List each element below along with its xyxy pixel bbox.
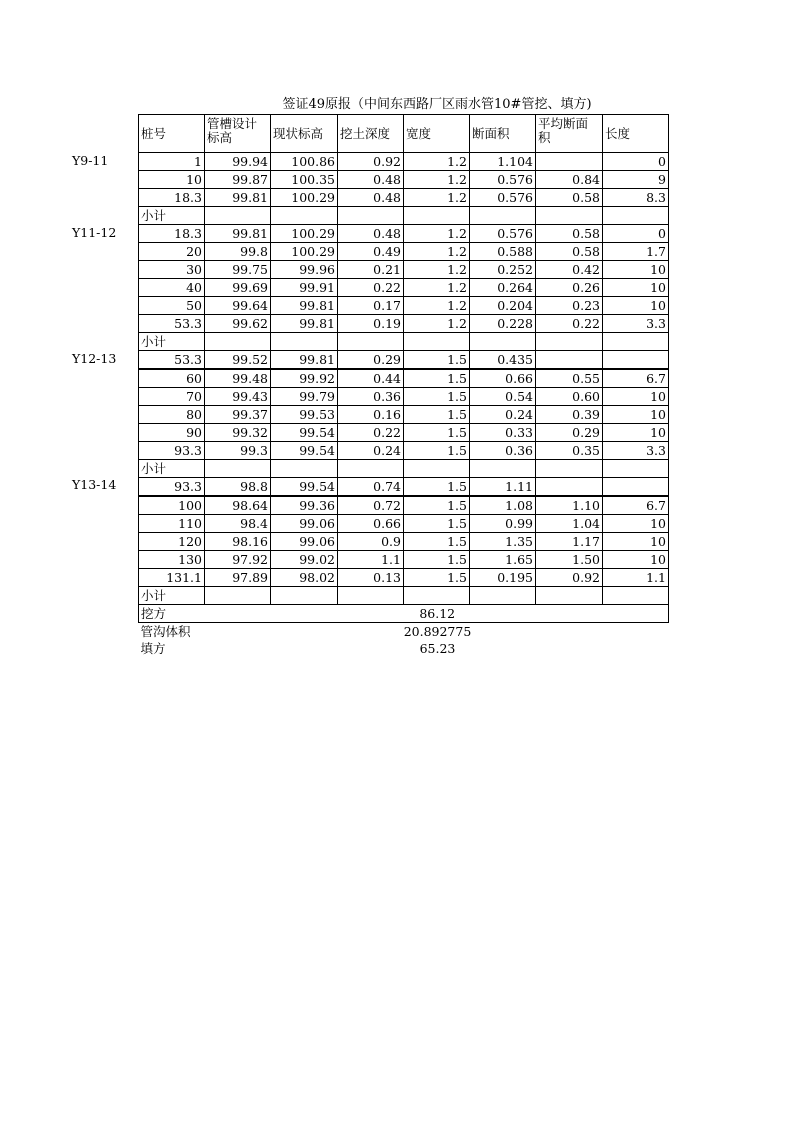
table-row xyxy=(139,243,669,261)
table-cell: 99.94 xyxy=(205,153,271,171)
table-cell: 0.22 xyxy=(338,279,404,297)
table-cell: 80 xyxy=(139,406,205,424)
table-cell: 0.36 xyxy=(470,442,536,460)
table-cell: 60 xyxy=(139,369,205,388)
table-cell: 98.64 xyxy=(205,496,271,515)
table-cell xyxy=(470,587,536,605)
table-cell: 0.16 xyxy=(338,406,404,424)
subtotal-row xyxy=(139,207,669,225)
table-cell: 6.7 xyxy=(603,369,669,388)
header-cell: 宽度 xyxy=(404,115,470,153)
table-cell: 97.92 xyxy=(205,551,271,569)
total-label: 管沟体积 xyxy=(140,624,191,639)
table-cell: 0.49 xyxy=(338,243,404,261)
table-cell xyxy=(536,333,603,351)
header-cell: 桩号 xyxy=(139,115,205,153)
table-row xyxy=(139,369,669,388)
header-cell: 长度 xyxy=(603,115,669,153)
table-cell: 18.3 xyxy=(139,225,205,243)
table-cell xyxy=(536,460,603,478)
header-cell: 平均断面积 xyxy=(536,115,603,153)
table-cell: 99.06 xyxy=(271,515,338,533)
table-cell: 99.53 xyxy=(271,406,338,424)
table-cell: 0.195 xyxy=(470,569,536,587)
table-cell xyxy=(338,333,404,351)
table-cell: 0.55 xyxy=(536,369,603,388)
table-cell: 1.5 xyxy=(404,388,470,406)
table-cell: 99.75 xyxy=(205,261,271,279)
table-cell xyxy=(271,207,338,225)
total-value: 65.23 xyxy=(419,641,456,656)
table-cell: 0.36 xyxy=(338,388,404,406)
table-cell: 0.576 xyxy=(470,171,536,189)
total-value: 20.892775 xyxy=(403,624,472,639)
table-cell: 1.5 xyxy=(404,406,470,424)
table-cell: 0.92 xyxy=(338,153,404,171)
table-cell: 6.7 xyxy=(603,496,669,515)
table-cell: 0.13 xyxy=(338,569,404,587)
table-cell: 1.5 xyxy=(404,515,470,533)
subtotal-row xyxy=(139,333,669,351)
table-row xyxy=(139,569,669,587)
header-cell: 现状标高 xyxy=(271,115,338,153)
table-cell: 1.5 xyxy=(404,351,470,370)
header-cell: 断面积 xyxy=(470,115,536,153)
subtotal-label: 小计 xyxy=(139,207,205,225)
table-cell: 10 xyxy=(603,551,669,569)
table-cell: 98.02 xyxy=(271,569,338,587)
table-cell: 99.06 xyxy=(271,533,338,551)
table-cell: 99.54 xyxy=(271,478,338,497)
table-cell: 1.10 xyxy=(536,496,603,515)
table-cell: 0.74 xyxy=(338,478,404,497)
total-label: 填方 xyxy=(140,641,166,656)
table-cell: 1.5 xyxy=(404,533,470,551)
segment-label: Y11-12 xyxy=(72,225,117,240)
table-row xyxy=(139,533,669,551)
table-cell: 10 xyxy=(603,388,669,406)
table-cell xyxy=(404,460,470,478)
table-cell: 1.1 xyxy=(603,569,669,587)
table-row xyxy=(139,515,669,533)
table-cell: 0.48 xyxy=(338,189,404,207)
table-cell xyxy=(536,207,603,225)
table-cell: 90 xyxy=(139,424,205,442)
segment-label: Y13-14 xyxy=(72,477,117,492)
table-cell: 99.64 xyxy=(205,297,271,315)
table-cell: 40 xyxy=(139,279,205,297)
table-cell: 0.48 xyxy=(338,171,404,189)
table-cell: 0 xyxy=(603,153,669,171)
table-cell xyxy=(404,333,470,351)
table-cell: 97.89 xyxy=(205,569,271,587)
table-cell: 20 xyxy=(139,243,205,261)
table-cell xyxy=(404,207,470,225)
table-cell xyxy=(536,587,603,605)
table-cell xyxy=(338,460,404,478)
table-cell: 1.5 xyxy=(404,424,470,442)
table-cell: 0.99 xyxy=(470,515,536,533)
table-cell xyxy=(536,351,603,370)
subtotal-row xyxy=(139,460,669,478)
table-cell: 1.35 xyxy=(470,533,536,551)
table-cell xyxy=(338,587,404,605)
table-cell: 99.81 xyxy=(271,315,338,333)
subtotal-label: 小计 xyxy=(139,587,205,605)
table-cell: 1.2 xyxy=(404,153,470,171)
table-cell: 120 xyxy=(139,533,205,551)
header-row xyxy=(139,115,669,153)
table-cell: 93.3 xyxy=(139,478,205,497)
table-cell: 93.3 xyxy=(139,442,205,460)
segment-label: Y9-11 xyxy=(72,153,109,168)
table-cell: 0.9 xyxy=(338,533,404,551)
table-cell xyxy=(271,587,338,605)
table-cell: 0.26 xyxy=(536,279,603,297)
table-cell: 98.8 xyxy=(205,478,271,497)
table-cell: 0.33 xyxy=(470,424,536,442)
table-cell: 53.3 xyxy=(139,315,205,333)
table-cell: 131.1 xyxy=(139,569,205,587)
table-cell: 1.2 xyxy=(404,243,470,261)
table-cell: 0.60 xyxy=(536,388,603,406)
table-row xyxy=(139,442,669,460)
table-row xyxy=(139,496,669,515)
table-cell: 3.3 xyxy=(603,442,669,460)
table-row xyxy=(139,551,669,569)
subtotal-label: 小计 xyxy=(139,333,205,351)
table-cell: 99.32 xyxy=(205,424,271,442)
table-cell: 10 xyxy=(603,261,669,279)
table-cell: 0.54 xyxy=(470,388,536,406)
segment-label: Y12-13 xyxy=(72,351,117,366)
table-cell: 1.5 xyxy=(404,478,470,497)
table-cell: 30 xyxy=(139,261,205,279)
table-cell: 10 xyxy=(603,533,669,551)
table-cell: 50 xyxy=(139,297,205,315)
table-cell: 99.92 xyxy=(271,369,338,388)
table-cell xyxy=(205,207,271,225)
table-cell: 1.7 xyxy=(603,243,669,261)
table-cell: 99.87 xyxy=(205,171,271,189)
total-label: 挖方 xyxy=(139,605,205,623)
total-row xyxy=(139,605,669,623)
table-cell: 99.54 xyxy=(271,442,338,460)
table-cell: 0.252 xyxy=(470,261,536,279)
table-cell: 1.5 xyxy=(404,569,470,587)
table-cell xyxy=(271,460,338,478)
table-cell: 0.21 xyxy=(338,261,404,279)
table-cell: 0.58 xyxy=(536,225,603,243)
table-row xyxy=(139,388,669,406)
table-cell: 99.02 xyxy=(271,551,338,569)
table-cell: 1.17 xyxy=(536,533,603,551)
total-value: 86.12 xyxy=(205,605,669,623)
table-cell: 10 xyxy=(603,279,669,297)
table-row xyxy=(139,153,669,171)
table-cell: 1.11 xyxy=(470,478,536,497)
table-cell: 99.62 xyxy=(205,315,271,333)
table-cell: 99.96 xyxy=(271,261,338,279)
table-cell xyxy=(603,207,669,225)
table-cell: 100.29 xyxy=(271,243,338,261)
table-cell: 100.35 xyxy=(271,171,338,189)
table-cell: 53.3 xyxy=(139,351,205,370)
table-cell: 0.48 xyxy=(338,225,404,243)
total-row xyxy=(139,623,669,641)
table-cell: 0.23 xyxy=(536,297,603,315)
table-row xyxy=(139,297,669,315)
subtotal-label: 小计 xyxy=(139,460,205,478)
table-cell xyxy=(470,333,536,351)
table-row xyxy=(139,351,669,370)
table-cell: 9 xyxy=(603,171,669,189)
table-cell: 1.2 xyxy=(404,225,470,243)
header-cell: 管槽设计标高 xyxy=(205,115,271,153)
table-cell: 0.435 xyxy=(470,351,536,370)
table-cell: 0.72 xyxy=(338,496,404,515)
table-cell: 0.24 xyxy=(338,442,404,460)
table-cell: 99.3 xyxy=(205,442,271,460)
table-cell: 0.17 xyxy=(338,297,404,315)
table-cell: 0.35 xyxy=(536,442,603,460)
table-cell: 98.16 xyxy=(205,533,271,551)
table-cell: 99.43 xyxy=(205,388,271,406)
table-cell: 99.81 xyxy=(205,225,271,243)
table-cell: 130 xyxy=(139,551,205,569)
table-cell: 0.92 xyxy=(536,569,603,587)
table-row xyxy=(139,261,669,279)
table-cell: 99.81 xyxy=(271,351,338,370)
table-cell xyxy=(404,587,470,605)
table-cell: 0 xyxy=(603,225,669,243)
header-cell: 挖土深度 xyxy=(338,115,404,153)
table-cell: 3.3 xyxy=(603,315,669,333)
sheet-title: 签证49原报（中间东西路厂区雨水管10#管挖、填方) xyxy=(282,97,592,112)
table-cell: 0.576 xyxy=(470,225,536,243)
subtotal-row xyxy=(139,587,669,605)
table-cell: 10 xyxy=(603,297,669,315)
table-cell: 99.54 xyxy=(271,424,338,442)
table-cell: 1.5 xyxy=(404,496,470,515)
table-cell: 1.1 xyxy=(338,551,404,569)
table-row xyxy=(139,279,669,297)
table-cell xyxy=(603,333,669,351)
table-cell xyxy=(603,351,669,370)
table-cell: 1.65 xyxy=(470,551,536,569)
earthwork-table xyxy=(138,114,669,657)
table-cell: 1.5 xyxy=(404,442,470,460)
table-cell: 0.66 xyxy=(470,369,536,388)
table-cell: 1.2 xyxy=(404,171,470,189)
table-cell xyxy=(205,460,271,478)
table-cell: 0.22 xyxy=(536,315,603,333)
table-cell xyxy=(271,333,338,351)
table-cell: 99.37 xyxy=(205,406,271,424)
table-cell: 1.2 xyxy=(404,297,470,315)
table-cell xyxy=(470,207,536,225)
table-cell: 0.58 xyxy=(536,243,603,261)
table-cell: 100.29 xyxy=(271,189,338,207)
table-cell: 1.2 xyxy=(404,279,470,297)
table-cell: 70 xyxy=(139,388,205,406)
table-row xyxy=(139,315,669,333)
table-cell: 1.5 xyxy=(404,551,470,569)
table-cell: 10 xyxy=(139,171,205,189)
table-cell: 0.264 xyxy=(470,279,536,297)
table-cell: 0.39 xyxy=(536,406,603,424)
table-cell: 0.576 xyxy=(470,189,536,207)
table-cell: 99.81 xyxy=(271,297,338,315)
table-row xyxy=(139,424,669,442)
table-cell: 99.69 xyxy=(205,279,271,297)
table-cell xyxy=(536,478,603,497)
table-row xyxy=(139,225,669,243)
table-cell: 0.66 xyxy=(338,515,404,533)
table-cell xyxy=(470,460,536,478)
table-cell: 110 xyxy=(139,515,205,533)
table-cell: 99.36 xyxy=(271,496,338,515)
table-cell xyxy=(338,207,404,225)
table-cell: 1.2 xyxy=(404,261,470,279)
table-cell: 18.3 xyxy=(139,189,205,207)
table-cell: 99.81 xyxy=(205,189,271,207)
table-cell: 1.2 xyxy=(404,189,470,207)
table-cell: 99.48 xyxy=(205,369,271,388)
table-cell: 8.3 xyxy=(603,189,669,207)
table-cell: 99.79 xyxy=(271,388,338,406)
table-cell: 0.24 xyxy=(470,406,536,424)
table-cell: 10 xyxy=(603,515,669,533)
table-cell: 0.29 xyxy=(338,351,404,370)
table-cell: 0.29 xyxy=(536,424,603,442)
table-row xyxy=(139,478,669,497)
total-row xyxy=(139,640,669,657)
table-cell: 0.42 xyxy=(536,261,603,279)
table-cell xyxy=(603,460,669,478)
table-cell: 1.5 xyxy=(404,369,470,388)
table-cell: 10 xyxy=(603,406,669,424)
table-cell: 100.86 xyxy=(271,153,338,171)
table-row xyxy=(139,171,669,189)
table-cell: 100.29 xyxy=(271,225,338,243)
table-cell: 99.8 xyxy=(205,243,271,261)
table-cell: 0.22 xyxy=(338,424,404,442)
table-cell xyxy=(603,478,669,497)
table-cell: 0.228 xyxy=(470,315,536,333)
table-cell: 1.50 xyxy=(536,551,603,569)
table-cell: 0.204 xyxy=(470,297,536,315)
table-cell: 0.84 xyxy=(536,171,603,189)
table-cell xyxy=(205,333,271,351)
table-cell: 0.588 xyxy=(470,243,536,261)
table-cell: 1.08 xyxy=(470,496,536,515)
table-row xyxy=(139,189,669,207)
table-cell: 1.04 xyxy=(536,515,603,533)
table-cell: 1 xyxy=(139,153,205,171)
table-row xyxy=(139,406,669,424)
table-cell: 0.58 xyxy=(536,189,603,207)
table-cell: 98.4 xyxy=(205,515,271,533)
table-cell: 99.91 xyxy=(271,279,338,297)
table-cell xyxy=(603,587,669,605)
table-cell: 0.44 xyxy=(338,369,404,388)
table-cell xyxy=(536,153,603,171)
table-cell: 1.2 xyxy=(404,315,470,333)
table-cell: 100 xyxy=(139,496,205,515)
table-cell xyxy=(205,587,271,605)
table-cell: 0.19 xyxy=(338,315,404,333)
table-cell: 99.52 xyxy=(205,351,271,370)
table-cell: 10 xyxy=(603,424,669,442)
table-cell: 1.104 xyxy=(470,153,536,171)
